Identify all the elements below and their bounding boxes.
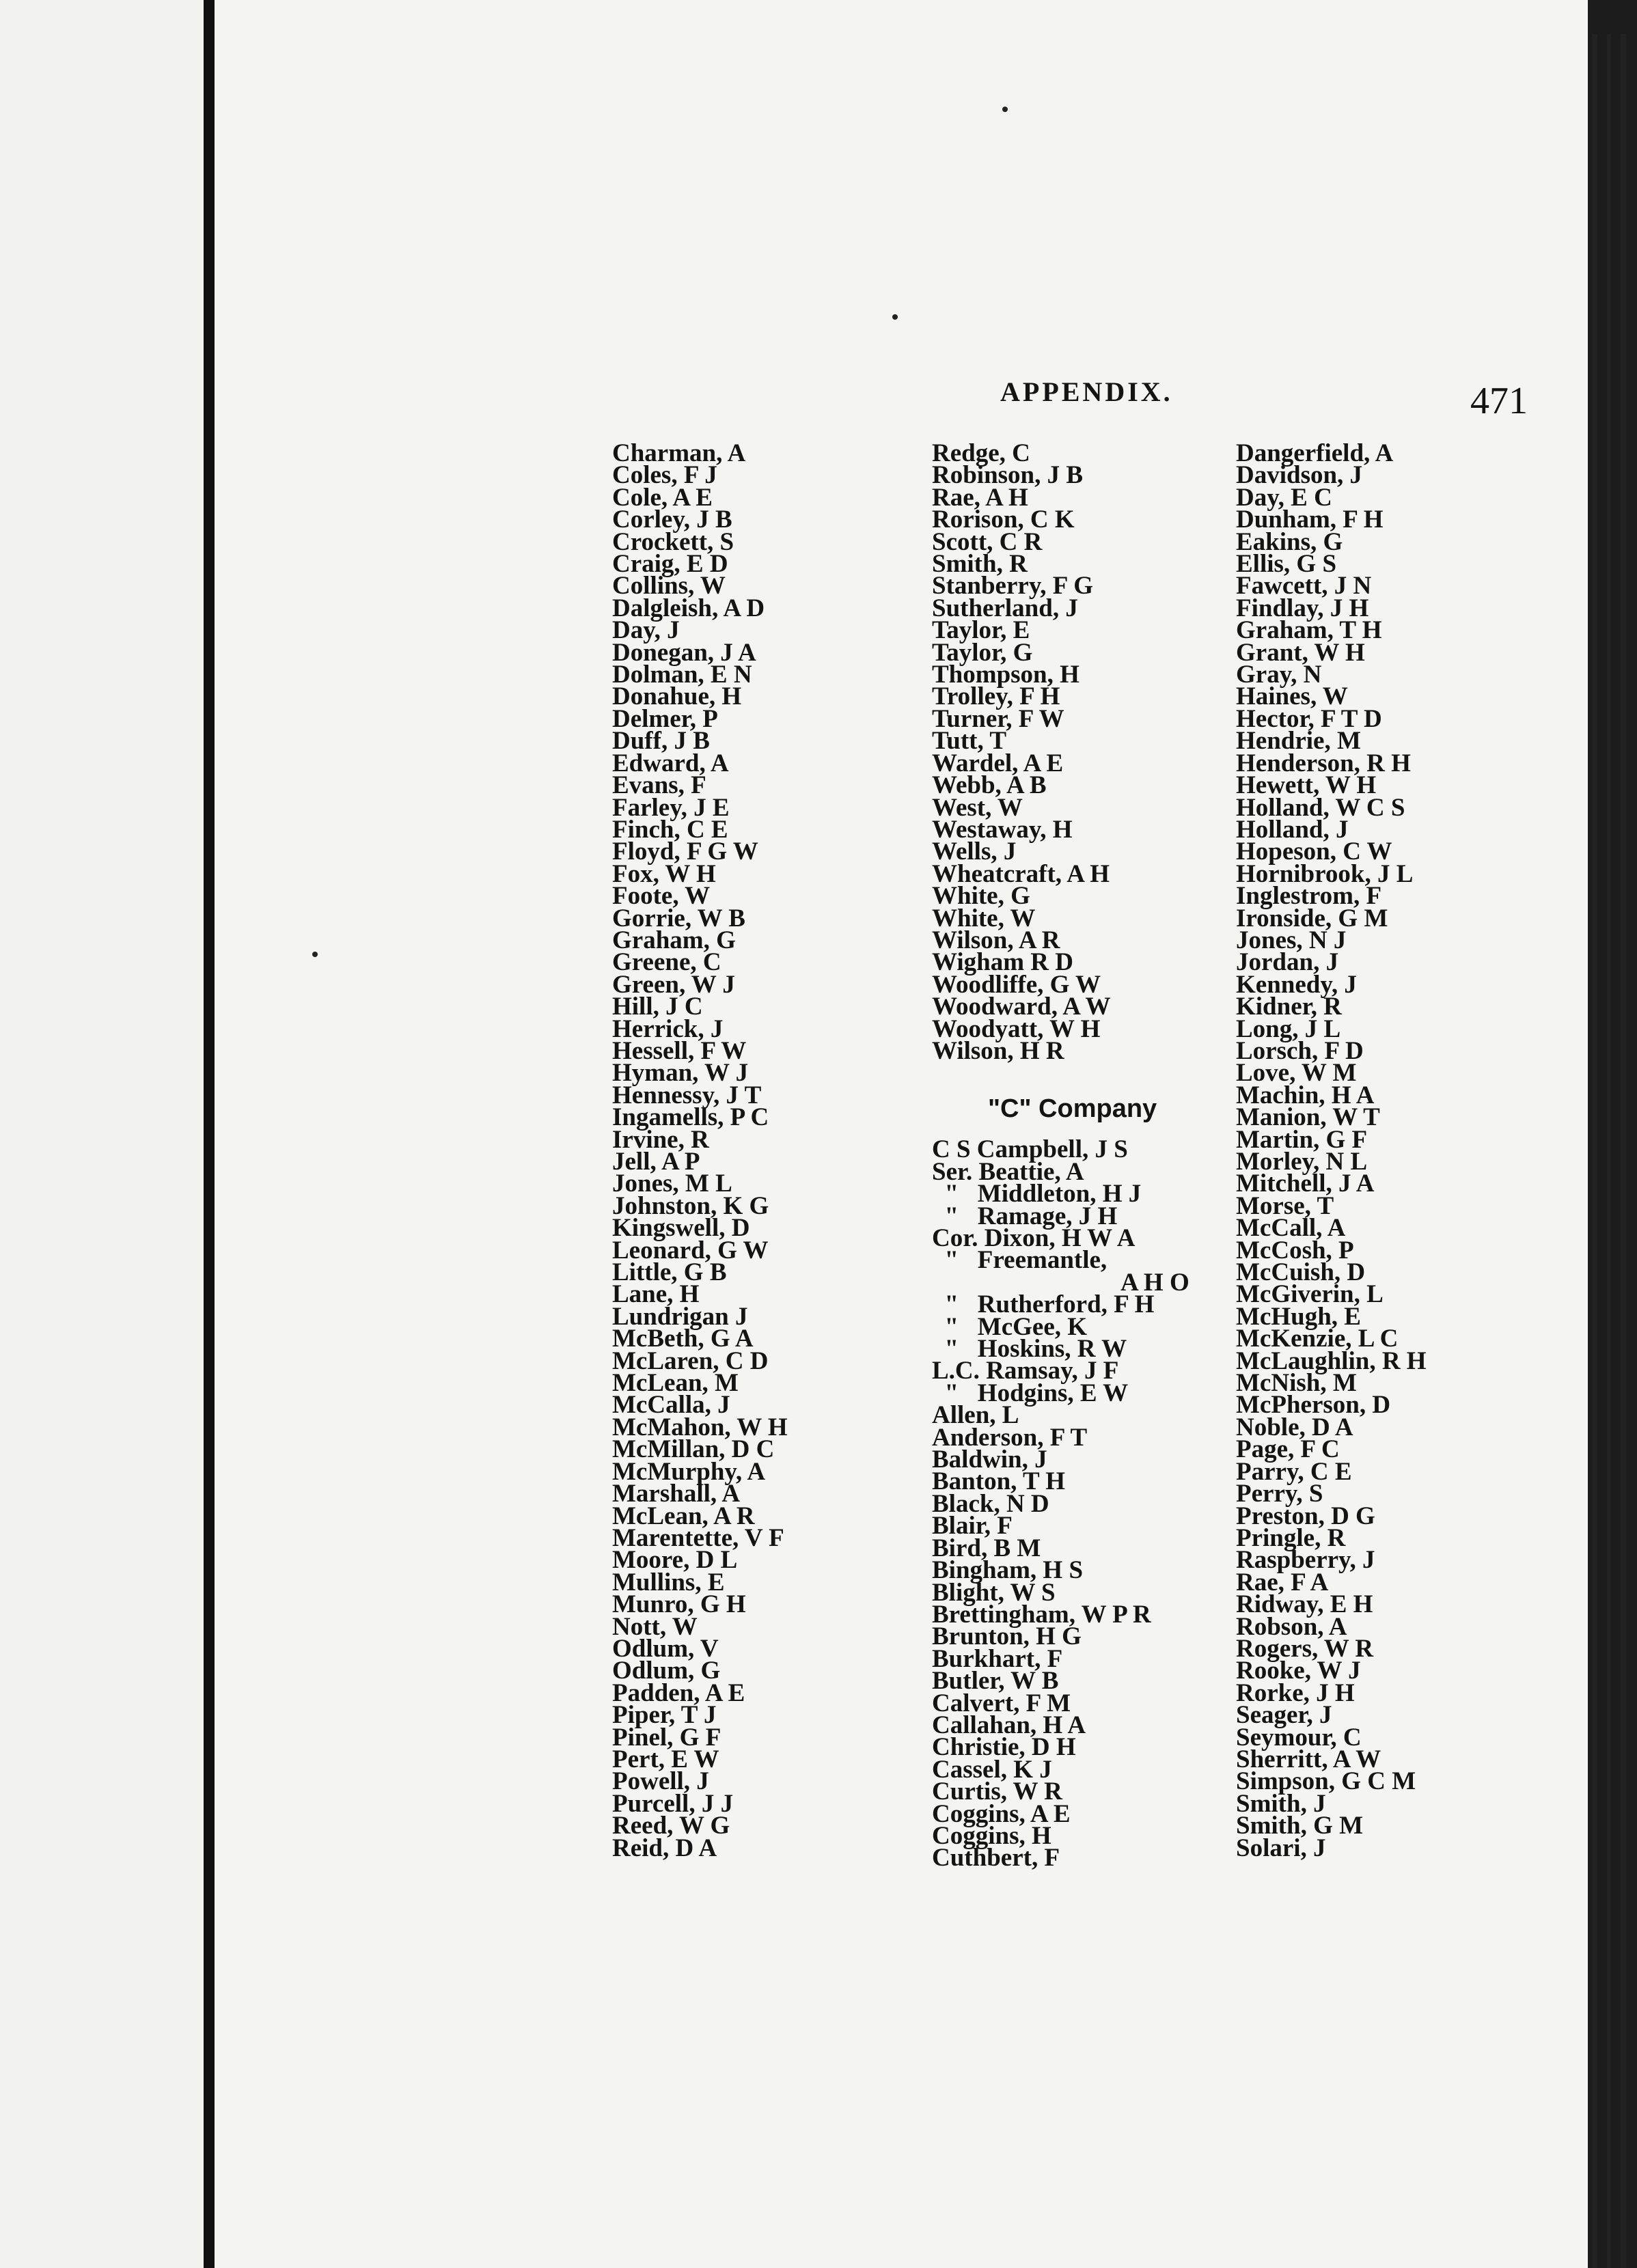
name-entry: McLaughlin, R H: [1236, 1346, 1427, 1375]
name-entry: Marentette, V F: [612, 1523, 784, 1552]
name-entry: Coggins, H: [932, 1821, 1051, 1850]
name-entry: Woodward, A W: [932, 993, 1111, 1021]
name-entry: Crockett, S: [612, 527, 734, 556]
name-entry: Sherritt, A W: [1236, 1745, 1381, 1773]
name-entry: Lundrigan J: [612, 1302, 748, 1331]
name-entry: Calvert, F M: [932, 1689, 1071, 1717]
page-edge: [1621, 34, 1626, 2268]
name-entry: Martin, G F: [1236, 1125, 1368, 1154]
name-entry: Kingswell, D: [612, 1214, 750, 1243]
name-entry: Coggins, A E: [932, 1799, 1071, 1828]
name-entry: Charman, A: [612, 439, 746, 467]
name-entry: Taylor, G: [932, 638, 1033, 667]
name-entry: Love, W M: [1236, 1059, 1357, 1088]
name-entry: Day, E C: [1236, 483, 1332, 512]
name-entry: Woodliffe, G W: [932, 970, 1101, 999]
name-entry: Wells, J: [932, 838, 1017, 866]
speck: [892, 314, 898, 320]
name-entry: McCosh, P: [1236, 1236, 1354, 1264]
name-entry: McBeth, G A: [612, 1325, 754, 1353]
name-entry: Baldwin, J: [932, 1446, 1047, 1474]
name-entry: Ellis, G S: [1236, 550, 1337, 579]
name-entry: McLean, A R: [612, 1502, 755, 1530]
name-entry: Wilson, A R: [932, 926, 1060, 954]
name-entry: McMillan, D C: [612, 1435, 775, 1464]
name-entry: Ironside, G M: [1236, 904, 1388, 932]
name-entry: Tutt, T: [932, 727, 1007, 756]
name-entry: Farley, J E: [612, 793, 730, 822]
name-entry: Gray, N: [1236, 661, 1322, 689]
name-entry: Hornibrook, J L: [1236, 859, 1414, 888]
name-entry: Hendrie, M: [1236, 727, 1361, 756]
name-entry: Seager, J: [1236, 1701, 1332, 1730]
name-entry: McCalla, J: [612, 1391, 730, 1420]
name-entry: Wigham R D: [932, 948, 1073, 977]
name-entry: Lane, H: [612, 1280, 700, 1309]
name-entry: Irvine, R: [612, 1125, 709, 1154]
name-entry: Sutherland, J: [932, 594, 1078, 622]
name-entry: Wilson, H R: [932, 1036, 1064, 1065]
name-entry: Donegan, J A: [612, 638, 756, 667]
name-entry: Jordan, J: [1236, 948, 1339, 977]
name-entry: Mitchell, J A: [1236, 1170, 1375, 1198]
name-entry: Hector, F T D: [1236, 704, 1382, 733]
name-entry: " Hodgins, E W: [932, 1379, 1129, 1407]
name-entry: Thompson, H: [932, 661, 1079, 689]
name-entry: Little, G B: [612, 1258, 727, 1287]
name-entry: Rorke, J H: [1236, 1678, 1355, 1707]
name-entry: McMahon, W H: [612, 1413, 788, 1441]
page-edge: [1592, 34, 1597, 2268]
name-entry: Taylor, E: [932, 616, 1030, 645]
name-entry: Hopeson, C W: [1236, 838, 1392, 866]
name-entry: Anderson, F T: [932, 1423, 1088, 1452]
speck: [312, 952, 318, 957]
name-entry: White, G: [932, 882, 1030, 911]
name-entry: Smith, J: [1236, 1789, 1326, 1818]
company-heading: "C" Company: [988, 1094, 1157, 1124]
name-entry: Turner, F W: [932, 704, 1064, 733]
name-entry: McLaren, C D: [612, 1346, 769, 1375]
name-entry: Westaway, H: [932, 815, 1073, 844]
name-entry: Graham, G: [612, 926, 736, 954]
name-column-2: [932, 439, 1189, 1872]
name-entry: Moore, D L: [612, 1546, 738, 1575]
name-entry: L.C. Ramsay, J F: [932, 1357, 1119, 1385]
name-entry: Callahan, H A: [932, 1711, 1086, 1739]
name-entry: McCuish, D: [1236, 1258, 1366, 1287]
name-entry: Woodyatt, W H: [932, 1014, 1101, 1043]
name-entry: Haines, W: [1236, 682, 1348, 711]
name-entry: Holland, W C S: [1236, 793, 1405, 822]
name-entry: Odlum, V: [612, 1634, 719, 1663]
name-entry: McMurphy, A: [612, 1457, 766, 1486]
name-entry: Banton, T H: [932, 1467, 1066, 1496]
name-entry: West, W: [932, 793, 1023, 822]
name-entry: Allen, L: [932, 1401, 1019, 1430]
name-entry: Black, N D: [932, 1489, 1049, 1518]
name-entry: Reed, W G: [612, 1812, 730, 1840]
name-entry: Jones, N J: [1236, 926, 1347, 954]
name-entry: McCall, A: [1236, 1214, 1346, 1243]
name-entry: Reid, D A: [612, 1834, 717, 1862]
name-entry: Manion, W T: [1236, 1103, 1380, 1132]
name-entry: Johnston, K G: [612, 1191, 769, 1220]
name-entry: McPherson, D: [1236, 1391, 1391, 1420]
name-entry: Bingham, H S: [932, 1556, 1084, 1585]
name-entry: Parry, C E: [1236, 1457, 1352, 1486]
name-entry: Noble, D A: [1236, 1413, 1353, 1441]
name-entry: A H O: [1120, 1268, 1189, 1297]
name-entry: White, W: [932, 904, 1036, 932]
name-entry: Leonard, G W: [612, 1236, 769, 1264]
name-entry: McLean, M: [612, 1369, 739, 1398]
name-entry: Powell, J: [612, 1767, 709, 1796]
name-entry: McKenzie, L C: [1236, 1325, 1399, 1353]
name-entry: " Rutherford, F H: [932, 1290, 1155, 1319]
name-entry: Christie, D H: [932, 1733, 1076, 1762]
name-entry: Butler, W B: [932, 1667, 1059, 1696]
name-entry: Day, J: [612, 616, 680, 645]
name-entry: Morse, T: [1236, 1191, 1334, 1220]
name-entry: Duff, J B: [612, 727, 710, 756]
name-entry: Simpson, G C M: [1236, 1767, 1416, 1796]
name-entry: Mullins, E: [612, 1568, 725, 1596]
name-entry: Purcell, J J: [612, 1789, 734, 1818]
name-entry: Blight, W S: [932, 1578, 1056, 1607]
name-entry: Preston, D G: [1236, 1502, 1375, 1530]
name-entry: Herrick, J: [612, 1014, 724, 1043]
name-entry: Machin, H A: [1236, 1081, 1375, 1109]
page-header-title: APPENDIX.: [1000, 376, 1173, 407]
name-entry: McGiverin, L: [1236, 1280, 1384, 1309]
name-entry: Findlay, J H: [1236, 594, 1369, 622]
name-entry: Craig, E D: [612, 550, 728, 579]
name-entry: Jell, A P: [612, 1148, 700, 1176]
name-entry: Gorrie, W B: [612, 904, 745, 932]
name-entry: Hill, J C: [612, 993, 703, 1021]
name-entry: Page, F C: [1236, 1435, 1340, 1464]
name-entry: Munro, G H: [612, 1590, 746, 1619]
name-entry: Seymour, C: [1236, 1723, 1362, 1752]
name-entry: Collins, W: [612, 572, 726, 600]
name-column-1: [612, 439, 788, 1862]
name-entry: Floyd, F G W: [612, 838, 758, 866]
name-entry: Hewett, W H: [1236, 771, 1377, 800]
name-entry: Corley, J B: [612, 506, 732, 534]
name-entry: Cuthbert, F: [932, 1844, 1060, 1872]
name-entry: Long, J L: [1236, 1014, 1341, 1043]
name-entry: Edward, A: [612, 749, 729, 777]
name-entry: Kidner, R: [1236, 993, 1342, 1021]
name-entry: Greene, C: [612, 948, 721, 977]
name-entry: " McGee, K: [932, 1312, 1088, 1341]
name-entry: Brunton, H G: [932, 1622, 1082, 1651]
name-entry: " Freemantle,: [932, 1246, 1108, 1275]
name-entry: Davidson, J: [1236, 461, 1363, 490]
name-entry: Fox, W H: [612, 859, 716, 888]
name-entry: Redge, C: [932, 439, 1030, 467]
name-entry: Bird, B M: [932, 1534, 1041, 1562]
name-entry: Ingamells, P C: [612, 1103, 769, 1132]
name-entry: Hyman, W J: [612, 1059, 749, 1088]
name-entry: Wheatcraft, A H: [932, 859, 1110, 888]
name-entry: Henderson, R H: [1236, 749, 1411, 777]
name-entry: Ridway, E H: [1236, 1590, 1373, 1619]
name-entry: Inglestrom, F: [1236, 882, 1382, 911]
name-entry: Solari, J: [1236, 1834, 1326, 1862]
name-entry: McHugh, E: [1236, 1302, 1361, 1331]
speck: [1002, 107, 1008, 112]
name-entry: Rorison, C K: [932, 506, 1075, 534]
name-entry: Dangerfield, A: [1236, 439, 1394, 467]
name-entry: Delmer, P: [612, 704, 718, 733]
name-entry: Odlum, G: [612, 1657, 721, 1685]
name-entry: Robson, A: [1236, 1612, 1347, 1641]
name-entry: Stanberry, F G: [932, 572, 1094, 600]
name-entry: Rae, A H: [932, 483, 1028, 512]
name-entry: Robinson, J B: [932, 461, 1084, 490]
name-entry: Pringle, R: [1236, 1523, 1346, 1552]
name-entry: Curtis, W R: [932, 1778, 1062, 1806]
name-entry: Raspberry, J: [1236, 1546, 1375, 1575]
name-entry: Dalgleish, A D: [612, 594, 765, 622]
name-entry: Eakins, G: [1236, 527, 1343, 556]
name-entry: Kennedy, J: [1236, 970, 1357, 999]
name-entry: Burkhart, F: [932, 1644, 1063, 1673]
name-entry: Hessell, F W: [612, 1036, 747, 1065]
name-entry: " Ramage, J H: [932, 1202, 1118, 1230]
name-entry: Webb, A B: [932, 771, 1047, 800]
name-entry: Holland, J: [1236, 815, 1349, 844]
page-edge: [1607, 34, 1611, 2268]
name-entry: Wardel, A E: [932, 749, 1064, 777]
book-page: [215, 0, 1588, 2268]
name-entry: Smith, G M: [1236, 1812, 1364, 1840]
name-entry: Evans, F: [612, 771, 706, 800]
book-gutter: [204, 0, 215, 2268]
name-entry: Donahue, H: [612, 682, 742, 711]
page-number: 471: [1470, 380, 1528, 422]
name-entry: Perry, S: [1236, 1480, 1323, 1508]
name-entry: Coles, F J: [612, 461, 717, 490]
name-entry: " Hoskins, R W: [932, 1335, 1127, 1364]
name-entry: Lorsch, F D: [1236, 1036, 1364, 1065]
name-entry: Cole, A E: [612, 483, 713, 512]
name-entry: Nott, W: [612, 1612, 698, 1641]
name-entry: Morley, N L: [1236, 1148, 1368, 1176]
name-entry: Scott, C R: [932, 527, 1043, 556]
name-entry: Ser. Beattie, A: [932, 1157, 1084, 1186]
name-entry: Pert, E W: [612, 1745, 719, 1773]
name-entry: Padden, A E: [612, 1678, 745, 1707]
name-entry: Rooke, W J: [1236, 1657, 1361, 1685]
name-entry: " Middleton, H J: [932, 1180, 1142, 1208]
name-entry: C S Campbell, J S: [932, 1135, 1128, 1164]
name-entry: Trolley, F H: [932, 682, 1060, 711]
name-entry: McNish, M: [1236, 1369, 1357, 1398]
name-entry: Dunham, F H: [1236, 506, 1384, 534]
name-entry: Jones, M L: [612, 1170, 732, 1198]
name-entry: Dolman, E N: [612, 661, 752, 689]
name-entry: Rogers, W R: [1236, 1634, 1374, 1663]
name-entry: Pinel, G F: [612, 1723, 721, 1752]
name-entry: Foote, W: [612, 882, 711, 911]
name-entry: Smith, R: [932, 550, 1028, 579]
name-entry: Graham, T H: [1236, 616, 1382, 645]
name-entry: Green, W J: [612, 970, 735, 999]
name-entry: Rae, F A: [1236, 1568, 1329, 1596]
name-entry: Blair, F: [932, 1512, 1013, 1540]
name-column-3: [1236, 439, 1427, 1862]
name-entry: Cassel, K J: [932, 1755, 1052, 1784]
name-entry: Finch, C E: [612, 815, 728, 844]
name-entry: Piper, T J: [612, 1701, 717, 1730]
name-entry: Cor. Dixon, H W A: [932, 1224, 1136, 1252]
name-entry: Fawcett, J N: [1236, 572, 1372, 600]
name-entry: Marshall, A: [612, 1480, 741, 1508]
name-entry: Grant, W H: [1236, 638, 1365, 667]
name-entry: Brettingham, W P R: [932, 1600, 1151, 1629]
name-entry: Hennessy, J T: [612, 1081, 762, 1109]
facing-page: [0, 0, 204, 2268]
